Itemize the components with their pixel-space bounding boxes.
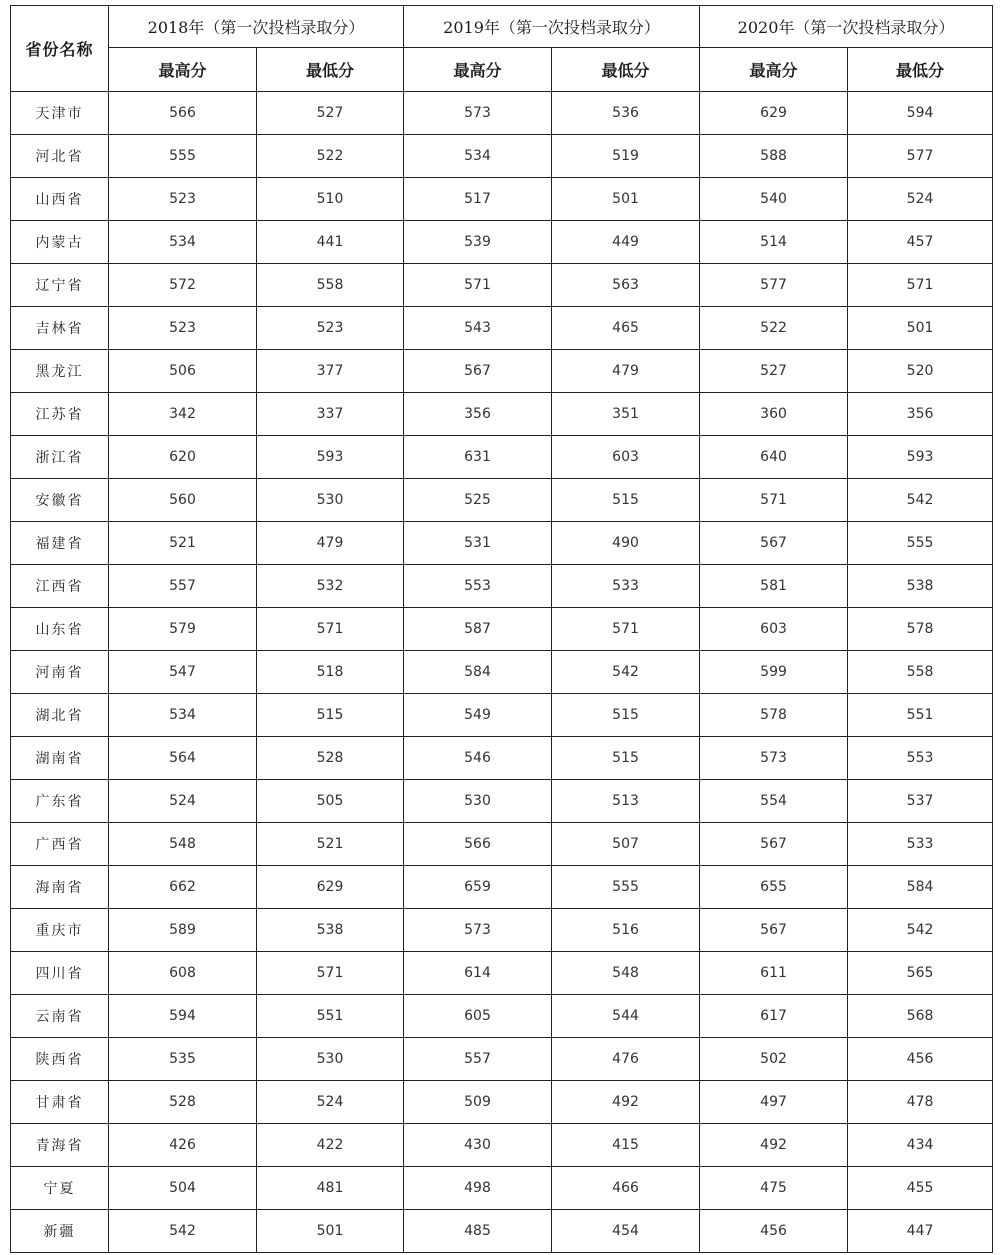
province-name-cell: 河南省 (11, 651, 109, 694)
table-row (11, 952, 993, 995)
province-name-cell: 青海省 (11, 1124, 109, 1167)
score-cell-2020-max: 540 (700, 178, 848, 221)
score-cell-2020-max: 497 (700, 1081, 848, 1124)
score-cell-2018-min: 527 (257, 92, 404, 135)
score-cell-2018-min: 422 (257, 1124, 404, 1167)
score-cell-2020-min: 520 (848, 350, 993, 393)
score-cell-2020-min: 565 (848, 952, 993, 995)
year-header-row (11, 6, 993, 48)
score-cell-2019-min: 476 (552, 1038, 700, 1081)
score-cell-2018-min: 441 (257, 221, 404, 264)
score-cell-2019-max: 534 (404, 135, 552, 178)
score-cell-2020-min: 537 (848, 780, 993, 823)
table-row (11, 737, 993, 780)
score-cell-2020-min: 577 (848, 135, 993, 178)
score-cell-2018-max: 548 (109, 823, 257, 866)
province-name-cell: 安徽省 (11, 479, 109, 522)
score-cell-2019-max: 584 (404, 651, 552, 694)
table-row (11, 651, 993, 694)
score-cell-2019-min: 501 (552, 178, 700, 221)
province-name-cell: 重庆市 (11, 909, 109, 952)
province-name-cell: 湖南省 (11, 737, 109, 780)
table-row (11, 522, 993, 565)
score-cell-2020-min: 457 (848, 221, 993, 264)
score-cell-2019-max: 659 (404, 866, 552, 909)
score-cell-2018-min: 505 (257, 780, 404, 823)
score-cell-2019-min: 515 (552, 694, 700, 737)
score-cell-2019-min: 415 (552, 1124, 700, 1167)
score-cell-2020-min: 478 (848, 1081, 993, 1124)
score-cell-2020-min: 533 (848, 823, 993, 866)
score-cell-2019-max: 553 (404, 565, 552, 608)
province-name-cell: 浙江省 (11, 436, 109, 479)
score-cell-2019-min: 519 (552, 135, 700, 178)
score-cell-2020-max: 655 (700, 866, 848, 909)
score-cell-2018-max: 504 (109, 1167, 257, 1210)
min-score-header: 最低分 (848, 48, 993, 92)
score-cell-2019-max: 525 (404, 479, 552, 522)
table-row (11, 92, 993, 135)
score-cell-2019-min: 507 (552, 823, 700, 866)
score-cell-2020-min: 571 (848, 264, 993, 307)
score-cell-2019-min: 515 (552, 737, 700, 780)
score-cell-2018-max: 662 (109, 866, 257, 909)
score-cell-2018-max: 524 (109, 780, 257, 823)
score-cell-2018-max: 534 (109, 221, 257, 264)
table-row (11, 307, 993, 350)
province-name-cell: 陕西省 (11, 1038, 109, 1081)
score-cell-2019-min: 454 (552, 1210, 700, 1253)
score-cell-2020-min: 456 (848, 1038, 993, 1081)
score-cell-2020-min: 558 (848, 651, 993, 694)
score-cell-2020-min: 434 (848, 1124, 993, 1167)
score-cell-2020-min: 447 (848, 1210, 993, 1253)
score-cell-2020-min: 551 (848, 694, 993, 737)
table-body (11, 92, 993, 1253)
province-name-cell: 湖北省 (11, 694, 109, 737)
score-cell-2019-max: 485 (404, 1210, 552, 1253)
score-cell-2019-max: 539 (404, 221, 552, 264)
score-cell-2018-max: 560 (109, 479, 257, 522)
score-cell-2019-min: 542 (552, 651, 700, 694)
score-cell-2018-max: 608 (109, 952, 257, 995)
score-cell-2019-min: 555 (552, 866, 700, 909)
score-cell-2020-min: 356 (848, 393, 993, 436)
score-cell-2020-max: 577 (700, 264, 848, 307)
score-type-header-row (11, 48, 993, 92)
score-cell-2020-max: 578 (700, 694, 848, 737)
year-header-2018: 2018年（第一次投档录取分） (109, 6, 404, 48)
score-cell-2018-min: 377 (257, 350, 404, 393)
province-name-cell: 山西省 (11, 178, 109, 221)
score-cell-2018-min: 530 (257, 1038, 404, 1081)
score-cell-2018-min: 558 (257, 264, 404, 307)
score-cell-2019-max: 549 (404, 694, 552, 737)
score-cell-2018-max: 528 (109, 1081, 257, 1124)
max-score-header: 最高分 (700, 48, 848, 92)
province-name-cell: 新疆 (11, 1210, 109, 1253)
score-cell-2018-min: 530 (257, 479, 404, 522)
score-cell-2018-max: 566 (109, 92, 257, 135)
province-name-cell: 四川省 (11, 952, 109, 995)
score-cell-2020-max: 492 (700, 1124, 848, 1167)
year-header-2020: 2020年（第一次投档录取分） (700, 6, 993, 48)
score-cell-2018-min: 528 (257, 737, 404, 780)
score-cell-2019-max: 573 (404, 92, 552, 135)
score-cell-2018-min: 524 (257, 1081, 404, 1124)
table-row (11, 1081, 993, 1124)
score-cell-2018-max: 523 (109, 307, 257, 350)
score-cell-2020-min: 553 (848, 737, 993, 780)
score-cell-2018-min: 532 (257, 565, 404, 608)
table-row (11, 780, 993, 823)
score-cell-2020-max: 527 (700, 350, 848, 393)
score-cell-2018-min: 518 (257, 651, 404, 694)
table-row (11, 1124, 993, 1167)
score-cell-2019-max: 566 (404, 823, 552, 866)
score-cell-2019-min: 544 (552, 995, 700, 1038)
score-cell-2019-min: 603 (552, 436, 700, 479)
score-cell-2019-max: 557 (404, 1038, 552, 1081)
score-cell-2020-min: 568 (848, 995, 993, 1038)
score-cell-2018-max: 620 (109, 436, 257, 479)
score-cell-2020-min: 578 (848, 608, 993, 651)
score-cell-2018-min: 510 (257, 178, 404, 221)
admission-scores-table (10, 5, 993, 1253)
score-cell-2019-max: 498 (404, 1167, 552, 1210)
score-cell-2018-min: 337 (257, 393, 404, 436)
score-cell-2018-min: 571 (257, 608, 404, 651)
score-cell-2018-max: 557 (109, 565, 257, 608)
province-name-cell: 广东省 (11, 780, 109, 823)
score-cell-2019-max: 614 (404, 952, 552, 995)
score-cell-2020-max: 573 (700, 737, 848, 780)
score-cell-2019-max: 573 (404, 909, 552, 952)
score-cell-2018-min: 522 (257, 135, 404, 178)
province-name-cell: 福建省 (11, 522, 109, 565)
score-cell-2018-min: 481 (257, 1167, 404, 1210)
score-cell-2018-max: 572 (109, 264, 257, 307)
max-score-header: 最高分 (404, 48, 552, 92)
province-name-cell: 甘肃省 (11, 1081, 109, 1124)
score-cell-2020-max: 522 (700, 307, 848, 350)
score-cell-2019-min: 515 (552, 479, 700, 522)
score-cell-2020-max: 475 (700, 1167, 848, 1210)
table-row (11, 178, 993, 221)
score-cell-2019-min: 563 (552, 264, 700, 307)
province-name-cell: 云南省 (11, 995, 109, 1038)
score-cell-2020-max: 567 (700, 909, 848, 952)
score-cell-2020-max: 554 (700, 780, 848, 823)
score-cell-2018-min: 538 (257, 909, 404, 952)
score-cell-2018-max: 579 (109, 608, 257, 651)
province-column-header: 省份名称 (11, 6, 109, 92)
score-cell-2019-max: 530 (404, 780, 552, 823)
score-cell-2019-max: 587 (404, 608, 552, 651)
score-cell-2019-max: 543 (404, 307, 552, 350)
province-name-cell: 天津市 (11, 92, 109, 135)
year-header-2019: 2019年（第一次投档录取分） (404, 6, 700, 48)
score-cell-2018-max: 594 (109, 995, 257, 1038)
score-cell-2018-max: 426 (109, 1124, 257, 1167)
table-row (11, 436, 993, 479)
score-cell-2018-min: 571 (257, 952, 404, 995)
score-cell-2018-min: 515 (257, 694, 404, 737)
table-row (11, 866, 993, 909)
table-row (11, 694, 993, 737)
score-cell-2020-max: 588 (700, 135, 848, 178)
score-cell-2019-min: 548 (552, 952, 700, 995)
score-cell-2020-min: 538 (848, 565, 993, 608)
table-row (11, 350, 993, 393)
score-cell-2019-max: 517 (404, 178, 552, 221)
score-cell-2020-max: 502 (700, 1038, 848, 1081)
score-cell-2019-min: 490 (552, 522, 700, 565)
score-cell-2020-max: 617 (700, 995, 848, 1038)
score-cell-2020-min: 455 (848, 1167, 993, 1210)
province-name-cell: 河北省 (11, 135, 109, 178)
score-cell-2019-min: 479 (552, 350, 700, 393)
score-cell-2018-min: 479 (257, 522, 404, 565)
score-cell-2019-min: 351 (552, 393, 700, 436)
score-cell-2019-max: 571 (404, 264, 552, 307)
table-row (11, 608, 993, 651)
score-cell-2018-max: 547 (109, 651, 257, 694)
score-cell-2020-min: 555 (848, 522, 993, 565)
min-score-header: 最低分 (257, 48, 404, 92)
score-cell-2019-max: 567 (404, 350, 552, 393)
score-cell-2020-min: 594 (848, 92, 993, 135)
score-cell-2019-min: 533 (552, 565, 700, 608)
score-cell-2018-max: 542 (109, 1210, 257, 1253)
table-row (11, 264, 993, 307)
score-cell-2020-max: 456 (700, 1210, 848, 1253)
score-cell-2018-max: 521 (109, 522, 257, 565)
score-cell-2018-min: 521 (257, 823, 404, 866)
table-row (11, 393, 993, 436)
score-cell-2018-max: 535 (109, 1038, 257, 1081)
table-row (11, 221, 993, 264)
score-cell-2020-max: 611 (700, 952, 848, 995)
score-cell-2019-min: 492 (552, 1081, 700, 1124)
table-row (11, 565, 993, 608)
score-cell-2019-min: 513 (552, 780, 700, 823)
table-row (11, 995, 993, 1038)
score-cell-2020-max: 629 (700, 92, 848, 135)
score-cell-2019-min: 466 (552, 1167, 700, 1210)
score-cell-2020-max: 571 (700, 479, 848, 522)
score-cell-2020-max: 567 (700, 522, 848, 565)
score-cell-2020-min: 593 (848, 436, 993, 479)
score-cell-2018-min: 551 (257, 995, 404, 1038)
score-cell-2018-max: 506 (109, 350, 257, 393)
score-cell-2018-max: 523 (109, 178, 257, 221)
score-cell-2020-max: 599 (700, 651, 848, 694)
score-cell-2019-min: 516 (552, 909, 700, 952)
score-cell-2019-min: 449 (552, 221, 700, 264)
score-cell-2019-max: 531 (404, 522, 552, 565)
table-row (11, 479, 993, 522)
province-name-cell: 内蒙古 (11, 221, 109, 264)
province-name-cell: 宁夏 (11, 1167, 109, 1210)
score-cell-2019-max: 605 (404, 995, 552, 1038)
province-name-cell: 黑龙江 (11, 350, 109, 393)
score-cell-2018-max: 555 (109, 135, 257, 178)
score-cell-2018-min: 501 (257, 1210, 404, 1253)
score-cell-2019-max: 546 (404, 737, 552, 780)
table-row (11, 909, 993, 952)
score-cell-2020-min: 542 (848, 479, 993, 522)
score-cell-2018-max: 564 (109, 737, 257, 780)
score-cell-2020-min: 584 (848, 866, 993, 909)
score-cell-2020-max: 567 (700, 823, 848, 866)
score-cell-2018-max: 534 (109, 694, 257, 737)
score-cell-2020-max: 581 (700, 565, 848, 608)
score-cell-2018-min: 593 (257, 436, 404, 479)
score-cell-2020-min: 501 (848, 307, 993, 350)
province-name-cell: 吉林省 (11, 307, 109, 350)
province-name-cell: 辽宁省 (11, 264, 109, 307)
score-cell-2018-min: 629 (257, 866, 404, 909)
score-cell-2020-max: 360 (700, 393, 848, 436)
score-cell-2020-min: 524 (848, 178, 993, 221)
table-row (11, 1167, 993, 1210)
table-row (11, 1210, 993, 1253)
score-cell-2020-max: 603 (700, 608, 848, 651)
score-cell-2019-min: 465 (552, 307, 700, 350)
province-name-cell: 山东省 (11, 608, 109, 651)
max-score-header: 最高分 (109, 48, 257, 92)
province-name-cell: 江苏省 (11, 393, 109, 436)
score-cell-2019-min: 571 (552, 608, 700, 651)
score-cell-2020-min: 542 (848, 909, 993, 952)
score-cell-2019-max: 430 (404, 1124, 552, 1167)
score-cell-2019-max: 631 (404, 436, 552, 479)
score-cell-2019-min: 536 (552, 92, 700, 135)
min-score-header: 最低分 (552, 48, 700, 92)
score-cell-2020-max: 640 (700, 436, 848, 479)
score-cell-2018-min: 523 (257, 307, 404, 350)
score-cell-2019-max: 356 (404, 393, 552, 436)
score-cell-2020-max: 514 (700, 221, 848, 264)
province-name-cell: 江西省 (11, 565, 109, 608)
table-row (11, 1038, 993, 1081)
province-name-cell: 海南省 (11, 866, 109, 909)
table-row (11, 823, 993, 866)
score-cell-2018-max: 589 (109, 909, 257, 952)
table-row (11, 135, 993, 178)
score-cell-2018-max: 342 (109, 393, 257, 436)
province-name-cell: 广西省 (11, 823, 109, 866)
score-cell-2019-max: 509 (404, 1081, 552, 1124)
